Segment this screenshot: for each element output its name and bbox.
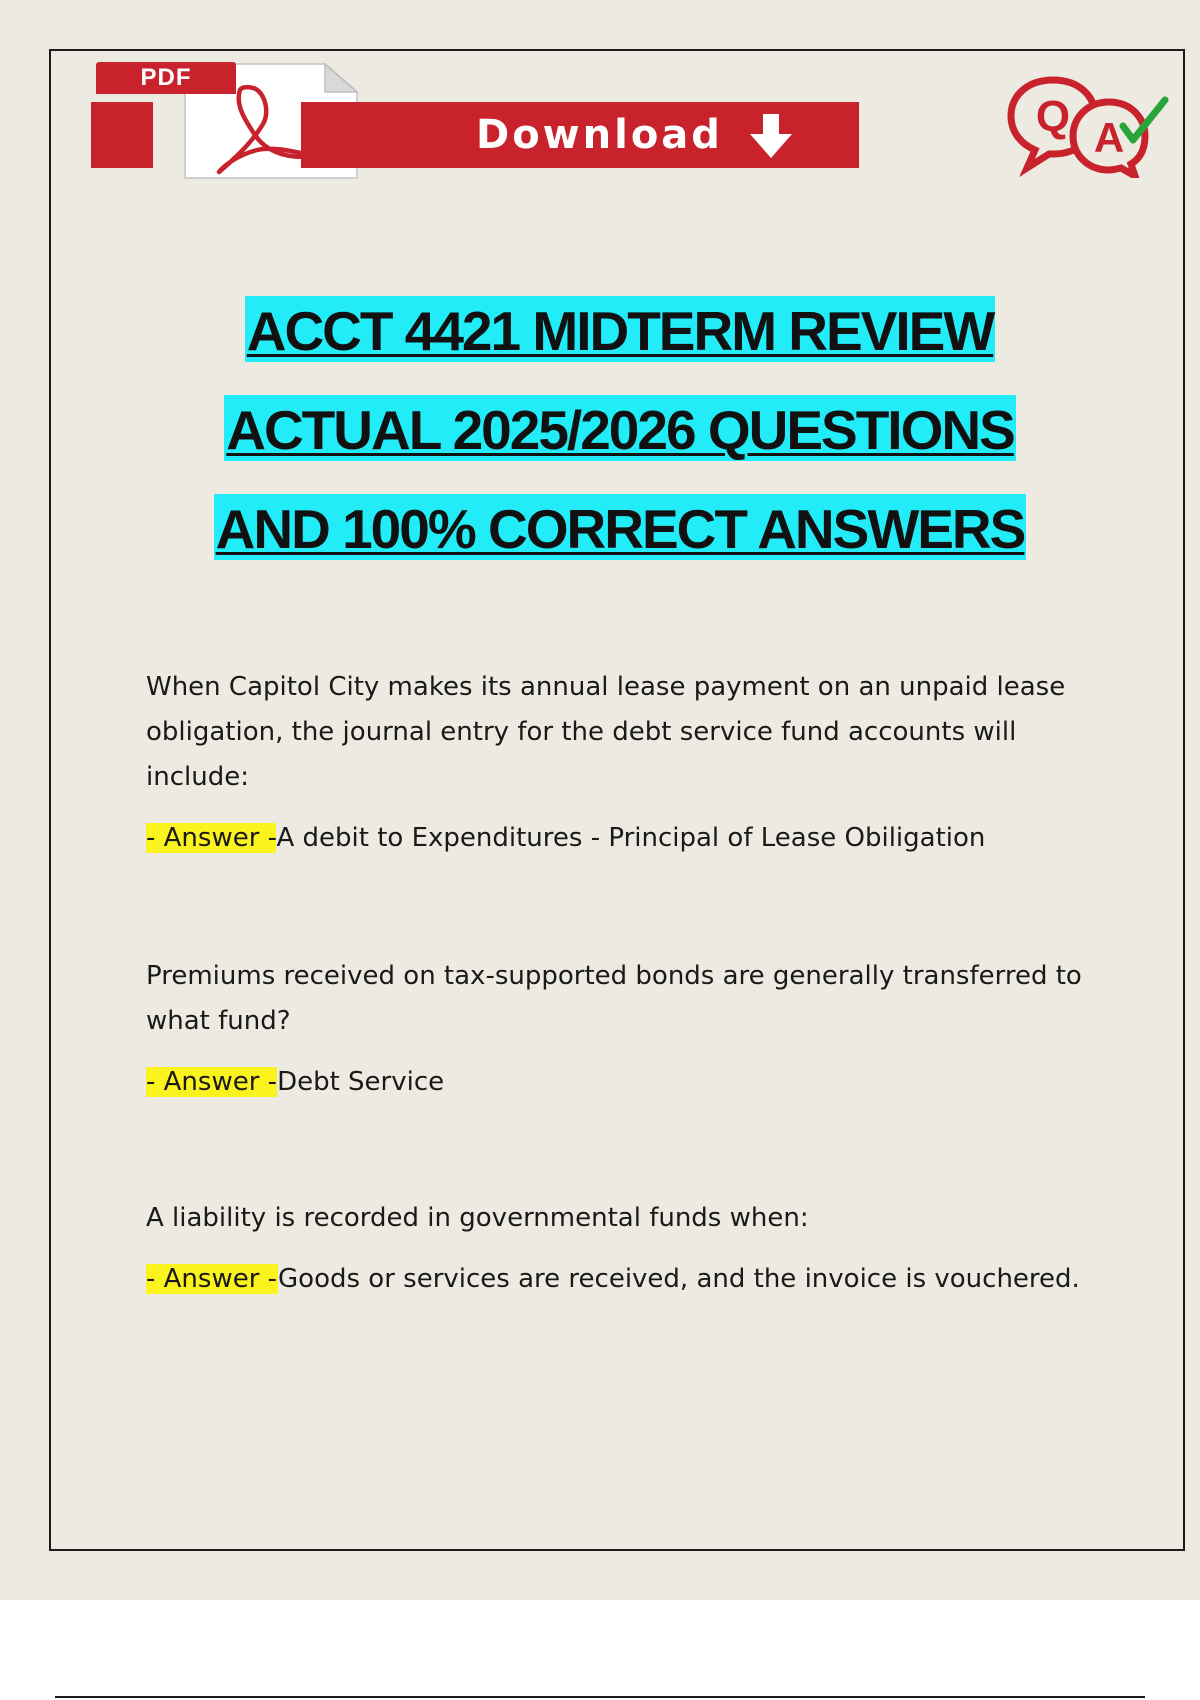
title-line-text: ACCT 4421 MIDTERM REVIEW bbox=[245, 296, 996, 362]
answer-line bbox=[146, 818, 1106, 858]
answer-line bbox=[146, 1259, 1106, 1299]
answer-prefix: - Answer - bbox=[146, 1067, 278, 1097]
title-line bbox=[60, 296, 1180, 366]
pdf-label: PDF bbox=[96, 62, 236, 94]
page-bottom-rule bbox=[55, 1696, 1145, 1698]
qa-item bbox=[146, 954, 1106, 1102]
document-title bbox=[60, 296, 1180, 593]
download-button[interactable] bbox=[301, 102, 859, 168]
title-line-text: ACTUAL 2025/2026 QUESTIONS bbox=[224, 395, 1016, 461]
title-line-text: AND 100% CORRECT ANSWERS bbox=[214, 494, 1027, 560]
answer-text: Goods or services are received, and the invoice is vouchered. bbox=[278, 1264, 1080, 1294]
answer-text: A debit to Expenditures - Principal of Lease Obiligation bbox=[276, 823, 986, 853]
answer-text: Debt Service bbox=[277, 1067, 445, 1097]
arrow-down-icon bbox=[746, 112, 796, 160]
pdf-download-banner[interactable] bbox=[91, 60, 861, 180]
question-line: include: bbox=[146, 762, 249, 792]
download-label: Download bbox=[476, 112, 723, 158]
answer-line bbox=[146, 1062, 1106, 1102]
qa-item bbox=[146, 1196, 1106, 1299]
banner-left-bar bbox=[91, 102, 153, 168]
question-line: Premiums received on tax-supported bonds are generally transferred to bbox=[146, 961, 1082, 991]
question-line: When Capitol City makes its annual lease payment on an unpaid lease bbox=[146, 672, 1066, 702]
question-line: obligation, the journal entry for the debt service fund accounts will bbox=[146, 717, 1017, 747]
a-letter: A bbox=[1093, 114, 1125, 161]
q-letter: Q bbox=[1035, 92, 1071, 141]
title-line bbox=[60, 494, 1180, 564]
qa-item bbox=[146, 665, 1106, 858]
answer-prefix: - Answer - bbox=[146, 823, 277, 853]
answer-prefix: - Answer - bbox=[146, 1264, 279, 1294]
question-line: what fund? bbox=[146, 1006, 291, 1036]
question-line: A liability is recorded in governmental funds when: bbox=[146, 1203, 809, 1233]
qa-logo-icon bbox=[1005, 74, 1171, 178]
title-line bbox=[60, 395, 1180, 465]
